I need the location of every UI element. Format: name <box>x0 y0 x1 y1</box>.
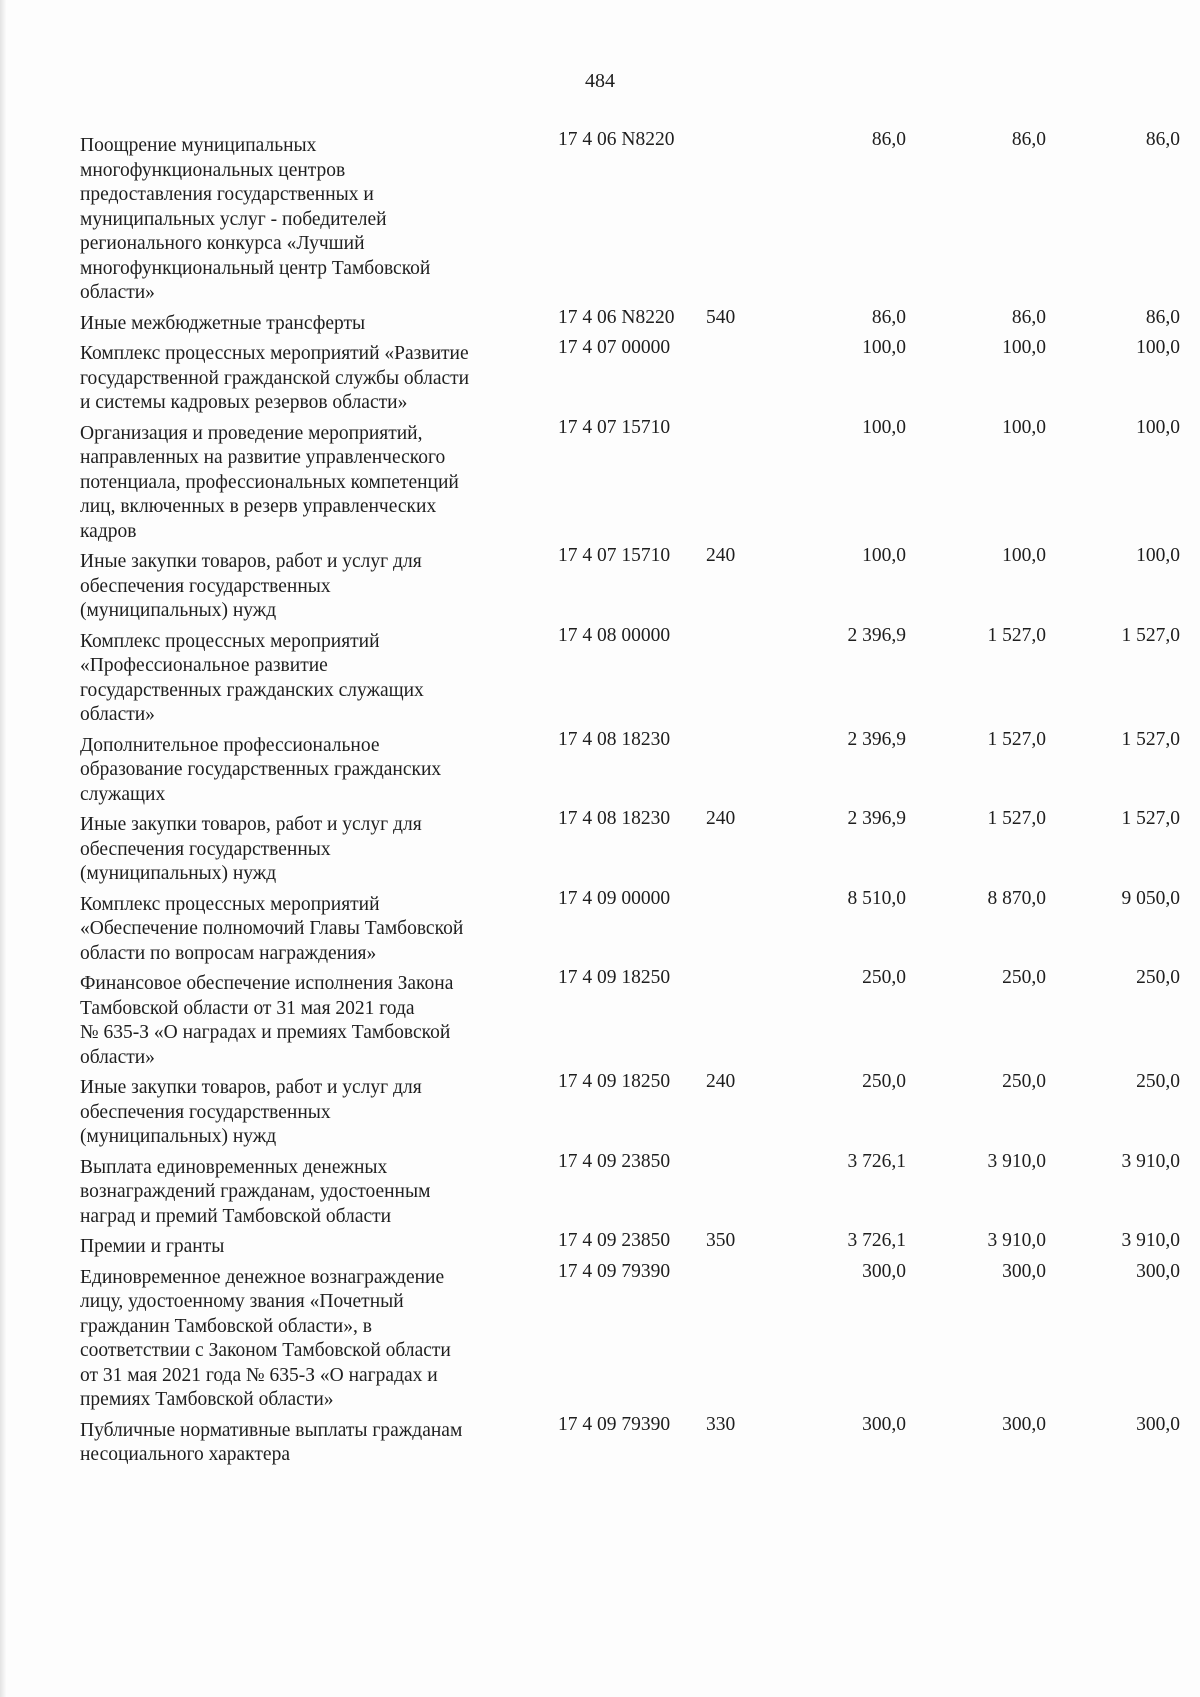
row-target-code: 17 4 09 23850 <box>558 1230 671 1251</box>
row-value-year-3: 300,0 <box>1136 1413 1180 1435</box>
row-value-year-3: 1 527,0 <box>1121 728 1180 750</box>
table-row <box>80 807 1180 887</box>
row-value-year-3: 1 527,0 <box>1121 624 1180 646</box>
row-value-year-1: 2 396,9 <box>847 808 906 829</box>
row-value-year-1: 86,0 <box>871 129 906 150</box>
row-target-code: 17 4 07 15710 <box>558 416 671 438</box>
row-value-year-3: 300,0 <box>1136 1260 1180 1282</box>
table-row <box>80 1260 1180 1413</box>
table-row <box>80 1150 1180 1230</box>
row-description: Премии и гранты <box>80 1236 225 1257</box>
row-value-year-1: 100,0 <box>862 337 906 358</box>
row-value-year-2: 1 527,0 <box>987 728 1046 750</box>
row-description: Комплекс процессных мероприятий «Развитие государственной гражданской службы области и системы кадровых резервов области» <box>80 343 470 413</box>
row-value-year-1: 8 510,0 <box>847 887 906 909</box>
page-number: 484 <box>585 70 615 92</box>
row-target-code: 17 4 09 79390 <box>558 1413 671 1435</box>
table-row <box>80 1413 1180 1468</box>
row-value-year-3: 250,0 <box>1136 1071 1180 1092</box>
row-value-year-3: 250,0 <box>1136 967 1180 988</box>
row-target-code: 17 4 06 N8220 <box>558 129 675 150</box>
row-target-code: 17 4 06 N8220 <box>558 306 675 328</box>
row-target-code: 17 4 09 00000 <box>558 887 671 909</box>
row-description: Финансовое обеспечение исполнения Закона Тамбовской области от 31 мая 2021 года № 635-З «О наградах и премиях Тамбовской области» <box>80 973 454 1068</box>
row-target-code: 17 4 09 18250 <box>558 1071 671 1092</box>
row-value-year-2: 300,0 <box>1002 1260 1046 1282</box>
row-target-code: 17 4 09 79390 <box>558 1260 671 1282</box>
row-value-year-1: 100,0 <box>862 545 906 566</box>
row-value-year-3: 3 910,0 <box>1121 1230 1180 1251</box>
row-value-year-2: 100,0 <box>1002 545 1046 566</box>
table-row <box>80 128 1180 306</box>
table-row <box>80 887 1180 967</box>
row-value-year-2: 300,0 <box>1002 1413 1046 1435</box>
row-target-code: 17 4 08 18230 <box>558 728 671 750</box>
row-value-year-3: 86,0 <box>1145 306 1180 328</box>
row-value-year-1: 300,0 <box>862 1260 906 1282</box>
row-expense-type: 330 <box>706 1413 736 1435</box>
row-value-year-2: 86,0 <box>1011 129 1046 150</box>
row-value-year-1: 250,0 <box>862 967 906 988</box>
row-value-year-3: 100,0 <box>1136 416 1180 438</box>
row-value-year-2: 1 527,0 <box>987 624 1046 646</box>
row-description: Иные закупки товаров, работ и услуг для обеспечения государственных (муниципальных) нужд <box>80 1077 422 1147</box>
row-description: Публичные нормативные выплаты гражданам несоциального характера <box>80 1419 463 1465</box>
row-description: Поощрение муниципальных многофункциональных центров предоставления государственных и муниципальных услуг - победителей регионального конкурса «Лучший многофункциональный центр Тамбовской области» <box>80 135 431 303</box>
row-value-year-2: 100,0 <box>1002 337 1046 358</box>
row-value-year-1: 2 396,9 <box>847 624 906 646</box>
row-value-year-3: 86,0 <box>1145 129 1180 150</box>
row-value-year-3: 100,0 <box>1136 545 1180 566</box>
row-description: Иные закупки товаров, работ и услуг для обеспечения государственных (муниципальных) нужд <box>80 814 422 884</box>
row-value-year-1: 3 726,1 <box>847 1230 906 1251</box>
row-description: Организация и проведение мероприятий, направленных на развитие управленческого потенциала, профессиональных компетенций лиц, включенных в резерв управленческих кадров <box>80 422 459 542</box>
budget-table <box>80 128 1180 1468</box>
row-expense-type: 240 <box>706 808 736 829</box>
row-description: Выплата единовременных денежных вознаграждений гражданам, удостоенным наград и премий Тамбовской области <box>80 1156 431 1227</box>
row-value-year-1: 3 726,1 <box>847 1150 906 1172</box>
row-value-year-3: 1 527,0 <box>1121 808 1180 829</box>
row-target-code: 17 4 09 23850 <box>558 1150 671 1172</box>
row-description: Комплекс процессных мероприятий «Профессиональное развитие государственных гражданских служащих области» <box>80 630 424 725</box>
row-target-code: 17 4 07 15710 <box>558 545 671 566</box>
row-value-year-1: 300,0 <box>862 1413 906 1435</box>
table-row <box>80 416 1180 545</box>
row-expense-type: 540 <box>706 306 736 328</box>
row-target-code: 17 4 08 00000 <box>558 624 671 646</box>
row-value-year-1: 250,0 <box>862 1071 906 1092</box>
row-value-year-2: 100,0 <box>1002 416 1046 438</box>
row-target-code: 17 4 07 00000 <box>558 337 671 358</box>
row-description: Единовременное денежное вознаграждение лицу, удостоенному звания «Почетный гражданин Тамбовской области», в соответствии с Законом Тамбовской области от 31 мая 2021 года № 635-З «О наградах и премиях Тамбовской области» <box>80 1266 451 1410</box>
table-row <box>80 624 1180 728</box>
table-row <box>80 728 1180 808</box>
table-row <box>80 306 1180 337</box>
row-value-year-2: 250,0 <box>1002 967 1046 988</box>
table-row <box>80 966 1180 1070</box>
row-description: Дополнительное профессиональное образование государственных гражданских служащих <box>80 734 442 805</box>
table-row <box>80 1229 1180 1260</box>
row-description: Комплекс процессных мероприятий «Обеспечение полномочий Главы Тамбовской области по вопросам награждения» <box>80 893 464 964</box>
table-row <box>80 336 1180 416</box>
row-value-year-1: 2 396,9 <box>847 728 906 750</box>
row-value-year-1: 100,0 <box>862 416 906 438</box>
row-target-code: 17 4 08 18230 <box>558 808 671 829</box>
row-value-year-3: 3 910,0 <box>1121 1150 1180 1172</box>
row-value-year-2: 86,0 <box>1011 306 1046 328</box>
row-target-code: 17 4 09 18250 <box>558 967 671 988</box>
row-expense-type: 240 <box>706 1071 736 1092</box>
row-value-year-2: 250,0 <box>1002 1071 1046 1092</box>
row-expense-type: 240 <box>706 545 736 566</box>
table-row <box>80 544 1180 624</box>
row-value-year-3: 100,0 <box>1136 337 1180 358</box>
row-value-year-2: 3 910,0 <box>987 1230 1046 1251</box>
row-value-year-1: 86,0 <box>871 306 906 328</box>
row-value-year-3: 9 050,0 <box>1121 887 1180 909</box>
row-value-year-2: 8 870,0 <box>987 887 1046 909</box>
row-description: Иные закупки товаров, работ и услуг для обеспечения государственных (муниципальных) нужд <box>80 551 422 621</box>
scan-edge-shadow <box>0 0 6 1697</box>
row-description: Иные межбюджетные трансферты <box>80 312 366 334</box>
row-expense-type: 350 <box>706 1230 736 1251</box>
table-row <box>80 1070 1180 1150</box>
row-value-year-2: 1 527,0 <box>987 808 1046 829</box>
row-value-year-2: 3 910,0 <box>987 1150 1046 1172</box>
